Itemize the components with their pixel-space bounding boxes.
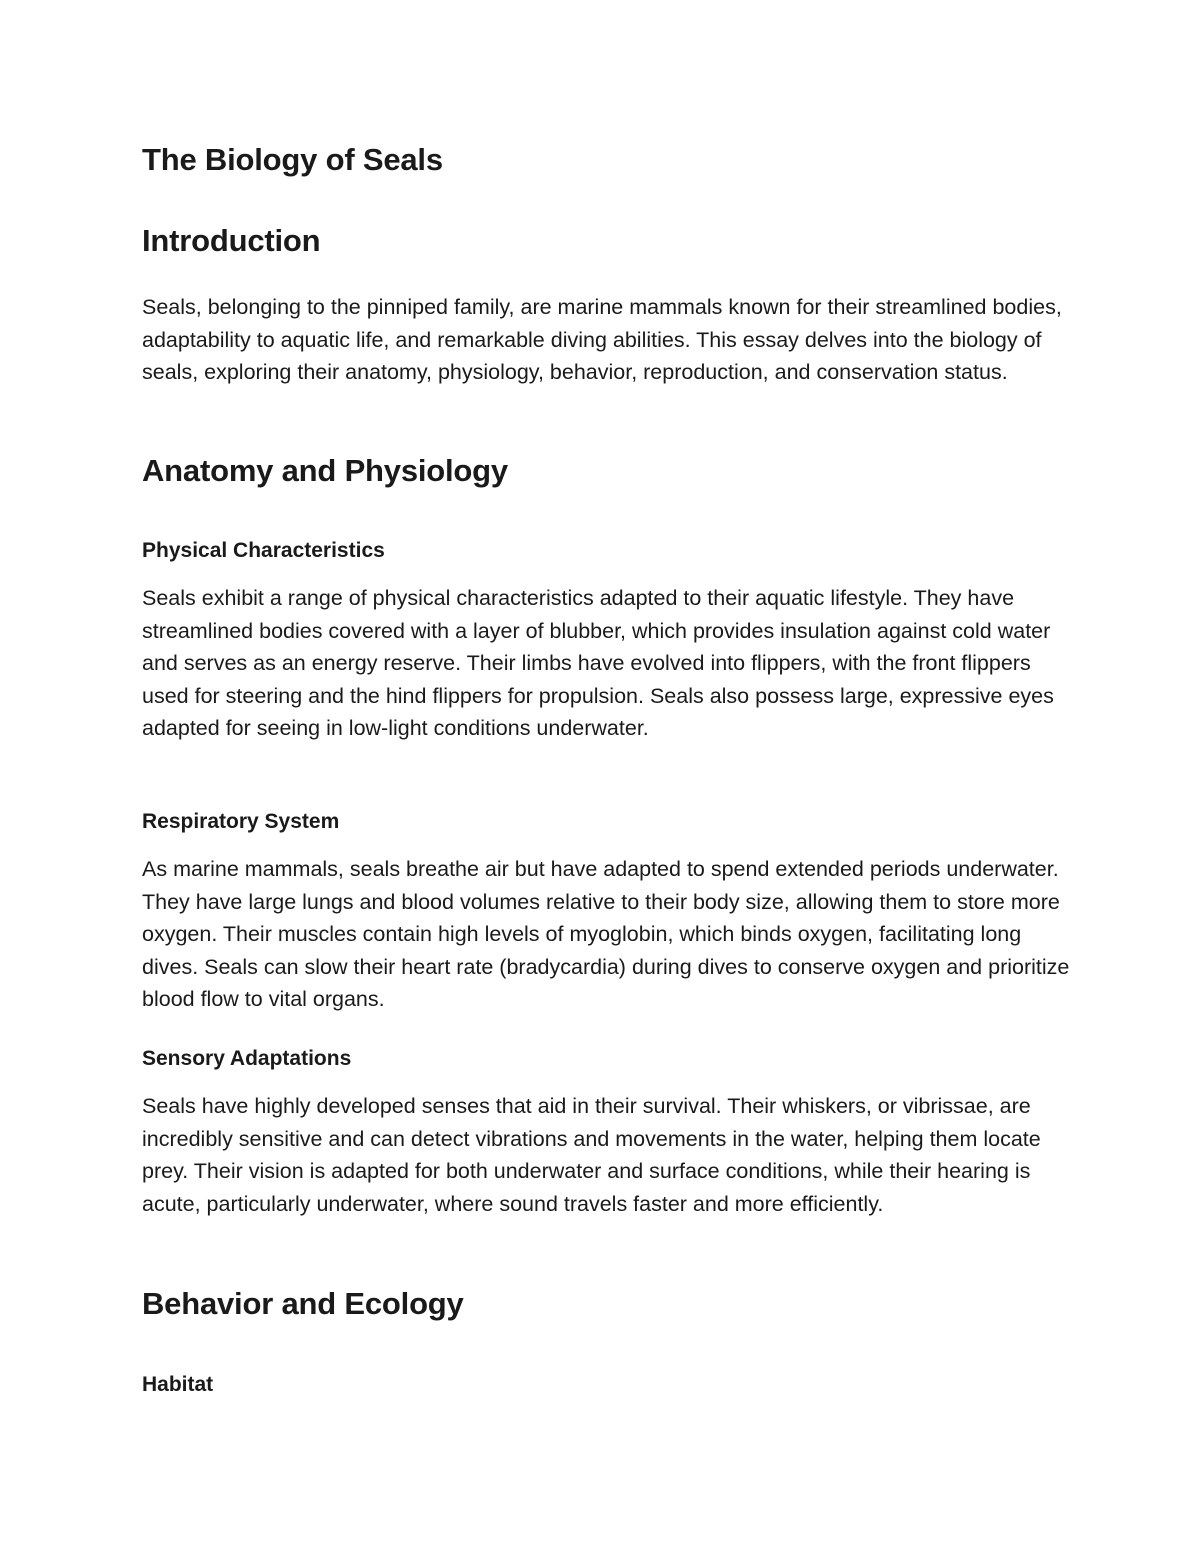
document-title: The Biology of Seals: [142, 142, 443, 177]
paragraph-sensory-adaptations: Seals have highly developed senses that aid in their survival. Their whiskers, or vibrissae, are incredibly sensitive and can detect vibrations and movements in the water, helping them locate prey. Their vision is adapted for both underwater and surface conditions, while their hearing is acute, particularly underwater, where sound travels faster and more efficiently.: [142, 1094, 1041, 1216]
paragraph-respiratory-system: As marine mammals, seals breathe air but have adapted to spend extended periods underwater. They have large lungs and blood volumes relative to their body size, allowing them to store more oxygen. Their muscles contain high levels of myoglobin, which binds oxygen, facilitating long dives. Seals can slow their heart rate (bradycardia) during dives to conserve oxygen and prioritize blood flow to vital organs.: [142, 857, 1070, 1012]
heading-behavior-and-ecology: Behavior and Ecology: [142, 1286, 464, 1321]
subheading-sensory-adaptations: Sensory Adaptations: [142, 1047, 352, 1070]
paragraph-introduction: Seals, belonging to the pinniped family, are marine mammals known for their streamlined bodies, adaptability to aquatic life, and remarkable diving abilities. This essay delves into the biology of seals, exploring their anatomy, physiology, behavior, reproduction, and conservation status.: [142, 295, 1062, 385]
subheading-respiratory-system: Respiratory System: [142, 810, 340, 833]
paragraph-physical-characteristics: Seals exhibit a range of physical characteristics adapted to their aquatic lifestyle. They have streamlined bodies covered with a layer of blubber, which provides insulation against cold water and serves as an energy reserve. Their limbs have evolved into flippers, with the front flippers used for steering and the hind flippers for propulsion. Seals also possess large, expressive eyes adapted for seeing in low-light conditions underwater.: [142, 586, 1054, 741]
subheading-physical-characteristics: Physical Characteristics: [142, 539, 385, 562]
heading-introduction: Introduction: [142, 223, 321, 258]
subheading-habitat: Habitat: [142, 1373, 214, 1396]
heading-anatomy-and-physiology: Anatomy and Physiology: [142, 453, 508, 488]
